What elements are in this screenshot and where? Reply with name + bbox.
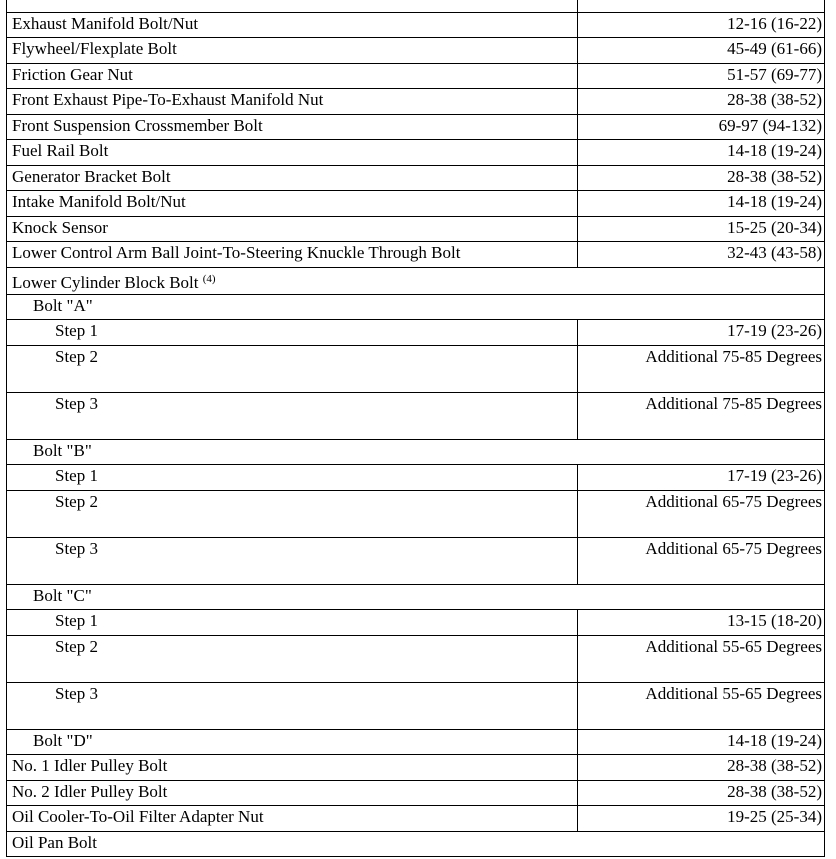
torque-value: 32-43 (43-58) — [727, 243, 822, 262]
component-label: Bolt "A" — [33, 295, 93, 315]
torque-value-cell — [578, 537, 825, 584]
component-label: No. 1 Idler Pulley Bolt — [12, 756, 168, 775]
spec-row — [7, 242, 825, 268]
component-label: Step 3 — [55, 683, 98, 703]
component-cell — [7, 584, 825, 610]
spec-row — [7, 12, 825, 38]
component-label: Bolt "D" — [33, 730, 93, 750]
spec-row — [7, 0, 825, 12]
component-cell — [7, 191, 578, 217]
section-heading-row — [7, 267, 825, 294]
step-row — [7, 490, 825, 537]
component-label: Step 2 — [55, 346, 98, 366]
spec-row — [7, 114, 825, 140]
bolt-group-row — [7, 584, 825, 610]
torque-spec-table-body — [7, 0, 825, 857]
component-cell — [7, 682, 578, 729]
step-row — [7, 320, 825, 346]
torque-spec-table — [6, 0, 825, 857]
spec-row — [7, 38, 825, 64]
torque-value: Additional 55-65 Degrees — [645, 636, 822, 656]
component-cell — [7, 610, 578, 636]
torque-value-cell — [578, 191, 825, 217]
torque-value-cell — [578, 635, 825, 682]
torque-value-cell — [578, 63, 825, 89]
component-cell — [7, 729, 578, 755]
component-cell — [7, 114, 578, 140]
torque-value-cell — [578, 38, 825, 64]
torque-value: Additional 75-85 Degrees — [645, 346, 822, 366]
component-cell — [7, 12, 578, 38]
footnote-marker: (4) — [202, 272, 216, 285]
component-label: Step 3 — [55, 393, 98, 413]
component-label: Flywheel/Flexplate Bolt — [12, 39, 177, 58]
step-row — [7, 465, 825, 491]
component-label: Step 2 — [55, 491, 98, 511]
component-label: Step 2 — [55, 636, 98, 656]
component-cell — [7, 294, 825, 320]
torque-value: 28-38 (38-52) — [727, 166, 822, 186]
torque-value-cell — [578, 216, 825, 242]
torque-value: 28-38 (38-52) — [727, 90, 822, 109]
component-cell — [7, 806, 578, 832]
component-label: Lower Control Arm Ball Joint-To-Steering Knuckle Through Bolt — [12, 243, 461, 262]
torque-value: 17-19 (23-26) — [727, 466, 822, 485]
component-cell — [7, 165, 578, 191]
torque-value: Additional 65-75 Degrees — [645, 538, 822, 558]
component-label: Oil Cooler-To-Oil Filter Adapter Nut — [12, 807, 264, 826]
component-label: Knock Sensor — [12, 217, 108, 237]
component-cell — [7, 755, 578, 781]
torque-value: 69-97 (94-132) — [718, 115, 822, 135]
component-label: Step 1 — [55, 611, 98, 630]
bolt-group-row — [7, 294, 825, 320]
torque-value-cell — [578, 490, 825, 537]
component-cell — [7, 439, 825, 465]
torque-value-cell — [578, 140, 825, 166]
torque-value-cell — [578, 729, 825, 755]
torque-value: 45-49 (61-66) — [727, 39, 822, 58]
torque-value: 28-38 (38-52) — [727, 781, 822, 801]
torque-value: 17-19 (23-26) — [727, 321, 822, 340]
step-row — [7, 537, 825, 584]
component-label: Bolt "B" — [33, 440, 92, 460]
component-cell — [7, 267, 825, 294]
spec-row — [7, 806, 825, 832]
spec-row — [7, 729, 825, 755]
component-cell — [7, 537, 578, 584]
torque-value: 14-18 (19-24) — [727, 192, 822, 211]
torque-value-cell — [578, 682, 825, 729]
component-cell — [7, 63, 578, 89]
component-label: Intake Manifold Bolt/Nut — [12, 192, 186, 211]
torque-value-cell — [578, 465, 825, 491]
torque-value: Additional 75-85 Degrees — [645, 393, 822, 413]
component-label: Fuel Rail Bolt — [12, 141, 109, 160]
component-cell — [7, 831, 825, 857]
component-cell — [7, 465, 578, 491]
spec-row — [7, 165, 825, 191]
component-label: Front Suspension Crossmember Bolt — [12, 115, 263, 135]
torque-value-cell — [578, 114, 825, 140]
torque-value: 15-25 (20-34) — [727, 217, 822, 237]
component-cell — [7, 780, 578, 806]
torque-value-cell — [578, 165, 825, 191]
step-row — [7, 682, 825, 729]
component-label: No. 2 Idler Pulley Bolt — [12, 781, 168, 801]
component-cell — [7, 140, 578, 166]
spec-row — [7, 89, 825, 115]
component-cell — [7, 345, 578, 392]
component-label: Generator Bracket Bolt — [12, 166, 171, 186]
torque-value-cell — [578, 89, 825, 115]
torque-value: Additional 65-75 Degrees — [645, 491, 822, 511]
step-row — [7, 392, 825, 439]
torque-value: 13-15 (18-20) — [727, 611, 822, 630]
component-cell — [7, 242, 578, 268]
torque-value: 19-25 (25-34) — [727, 807, 822, 826]
section-heading-row — [7, 831, 825, 857]
spec-row — [7, 216, 825, 242]
torque-value-cell — [578, 12, 825, 38]
component-label: Step 3 — [55, 538, 98, 558]
spec-row — [7, 780, 825, 806]
component-label: Step 1 — [55, 466, 98, 485]
step-row — [7, 635, 825, 682]
torque-value-cell — [578, 755, 825, 781]
component-cell — [7, 216, 578, 242]
spec-row — [7, 63, 825, 89]
torque-value: 14-18 (19-24) — [727, 730, 822, 750]
component-cell — [7, 320, 578, 346]
component-label: Oil Pan Bolt — [12, 832, 98, 852]
component-cell — [7, 89, 578, 115]
spec-row — [7, 140, 825, 166]
component-label: Lower Cylinder Block Bolt — [12, 272, 199, 292]
component-cell — [7, 635, 578, 682]
component-label: Friction Gear Nut — [12, 64, 133, 84]
component-label: Front Exhaust Pipe-To-Exhaust Manifold Nut — [12, 90, 324, 109]
bolt-group-row — [7, 439, 825, 465]
torque-value-cell — [578, 0, 825, 12]
step-row — [7, 345, 825, 392]
component-cell — [7, 490, 578, 537]
component-cell — [7, 392, 578, 439]
torque-value: 12-16 (16-22) — [727, 13, 822, 33]
torque-value-cell — [578, 392, 825, 439]
torque-value-cell — [578, 345, 825, 392]
torque-value-cell — [578, 806, 825, 832]
spec-row — [7, 755, 825, 781]
torque-value: 14-18 (19-24) — [727, 141, 822, 160]
torque-value-cell — [578, 242, 825, 268]
torque-value-cell — [578, 610, 825, 636]
torque-value: Additional 55-65 Degrees — [645, 683, 822, 703]
torque-value-cell — [578, 320, 825, 346]
spec-row — [7, 191, 825, 217]
component-label: Step 1 — [55, 321, 98, 340]
component-label: Bolt "C" — [33, 585, 92, 605]
torque-value: 28-38 (38-52) — [727, 756, 822, 775]
component-label: Exhaust Manifold Bolt/Nut — [12, 13, 199, 33]
torque-value: 51-57 (69-77) — [727, 64, 822, 84]
component-cell — [7, 0, 578, 12]
torque-value-cell — [578, 780, 825, 806]
step-row — [7, 610, 825, 636]
component-cell — [7, 38, 578, 64]
